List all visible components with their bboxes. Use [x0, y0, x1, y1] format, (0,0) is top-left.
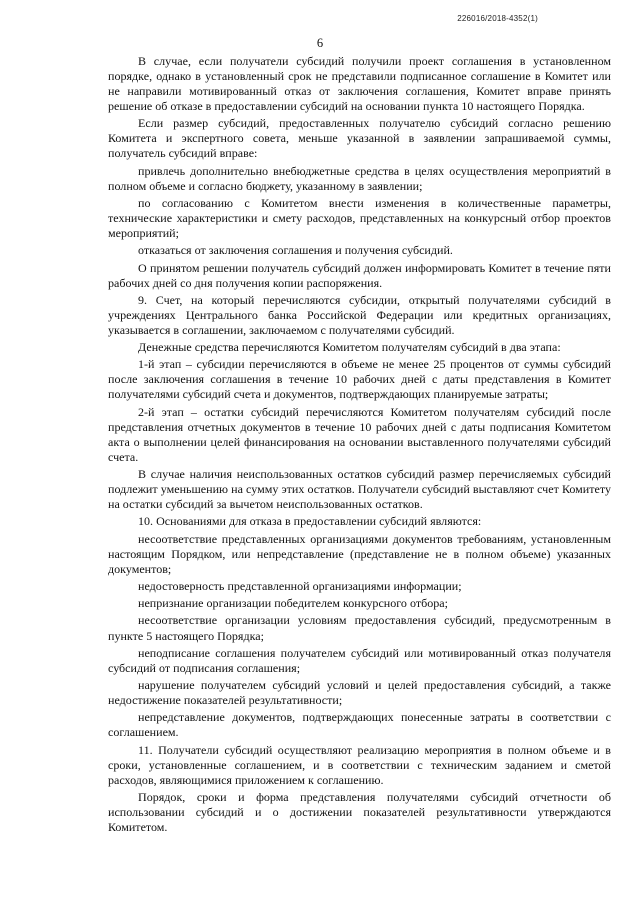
paragraph: несоответствие представленных организациями документов требованиям, установленным настоящим Порядком, или непредставление (представление не в полном объеме) указанных документов; — [108, 531, 611, 576]
paragraph: Если размер субсидий, предоставленных получателю субсидий согласно решению Комитета и экспертного совета, меньше указанной в заявлении запрашиваемой суммы, получатель субсидий вправе: — [108, 116, 611, 161]
paragraph: 2-й этап – остатки субсидий перечисляются Комитетом получателям субсидий после представления отчетных документов в течение 10 рабочих дней с даты подписания Комитетом акта о выполнении целей финансирования на основании выставленного получателями субсидий счета. — [108, 404, 611, 464]
paragraph: недостоверность представленной организациями информации; — [138, 578, 462, 593]
paragraph: непризнание организации победителем конкурсного отбора; — [138, 596, 448, 611]
paragraph: неподписание соглашения получателем субсидий или мотивированный отказ получателя субсидий от подписания соглашения; — [108, 645, 611, 675]
paragraph: по согласованию с Комитетом внести изменения в количественные параметры, технические характеристики и смету расходов, представленных на конкурсный отбор проектов мероприятий; — [108, 195, 611, 241]
document-id: 226016/2018-4352(1) — [457, 14, 538, 23]
paragraph: О принятом решении получатель субсидий должен информировать Комитет в течение пяти рабочих дней со дня получения копии распоряжения. — [108, 260, 611, 290]
paragraph: привлечь дополнительно внебюджетные средства в целях осуществления мероприятий в полном объеме и согласно бюджету, указанному в заявлении; — [108, 163, 611, 193]
paragraph: нарушение получателем субсидий условий и целей предоставления субсидий, а также недостижение показателей результативности; — [108, 678, 611, 708]
paragraph: В случае, если получатели субсидий получили проект соглашения в установленном порядке, однако в установленный срок не представили подписанное соглашение в Комитет или не направили мотивированный отказ от заключения соглашения, Комитет вправе принять решение об отказе в предоставлении субсидий на основании пункта 10 настоящего Порядка. — [108, 54, 611, 114]
document-body — [108, 54, 611, 837]
paragraph: отказаться от заключения соглашения и получения субсидий. — [138, 243, 453, 258]
paragraph: 1-й этап – субсидии перечисляются в объеме не менее 25 процентов от суммы субсидий после заключения соглашения в течение 10 рабочих дней с даты представления в Комитет получателями субсидий счета и документов, подтверждающих планируемые затраты; — [108, 357, 611, 402]
paragraph: несоответствие организации условиям предоставления субсидий, предусмотренным в пункте 5 настоящего Порядка; — [108, 613, 611, 643]
page-number: 6 — [316, 36, 324, 50]
paragraph: 10. Основаниями для отказа в предоставлении субсидий являются: — [138, 514, 482, 529]
paragraph: 11. Получатели субсидий осуществляют реализацию мероприятия в полном объеме и в сроки, установленные соглашением, и в соответствии с техническим заданием и сметой расходов, являющимися приложением к соглашению. — [108, 742, 611, 787]
paragraph: Порядок, сроки и форма представления получателями субсидий отчетности об использовании субсидий и о достижении показателей результативности утверждаются Комитетом. — [108, 789, 611, 834]
paragraph: В случае наличия неиспользованных остатков субсидий размер перечисляемых субсидий подлежит уменьшению на сумму этих остатков. Получатели субсидий выставляют счет Комитету на остатки субсидий за вычетом неиспользованных остатков. — [108, 467, 611, 512]
paragraph: Денежные средства перечисляются Комитетом получателям субсидий в два этапа: — [138, 340, 561, 355]
paragraph: 9. Счет, на который перечисляются субсидии, открытый получателями субсидий в учреждениях Центрального банка Российской Федерации или кредитных организациях, указывается в соглашении, заключаемом с получателями субсидий. — [108, 292, 611, 337]
paragraph: непредставление документов, подтверждающих понесенные затраты в соответствии с соглашением. — [108, 710, 611, 740]
